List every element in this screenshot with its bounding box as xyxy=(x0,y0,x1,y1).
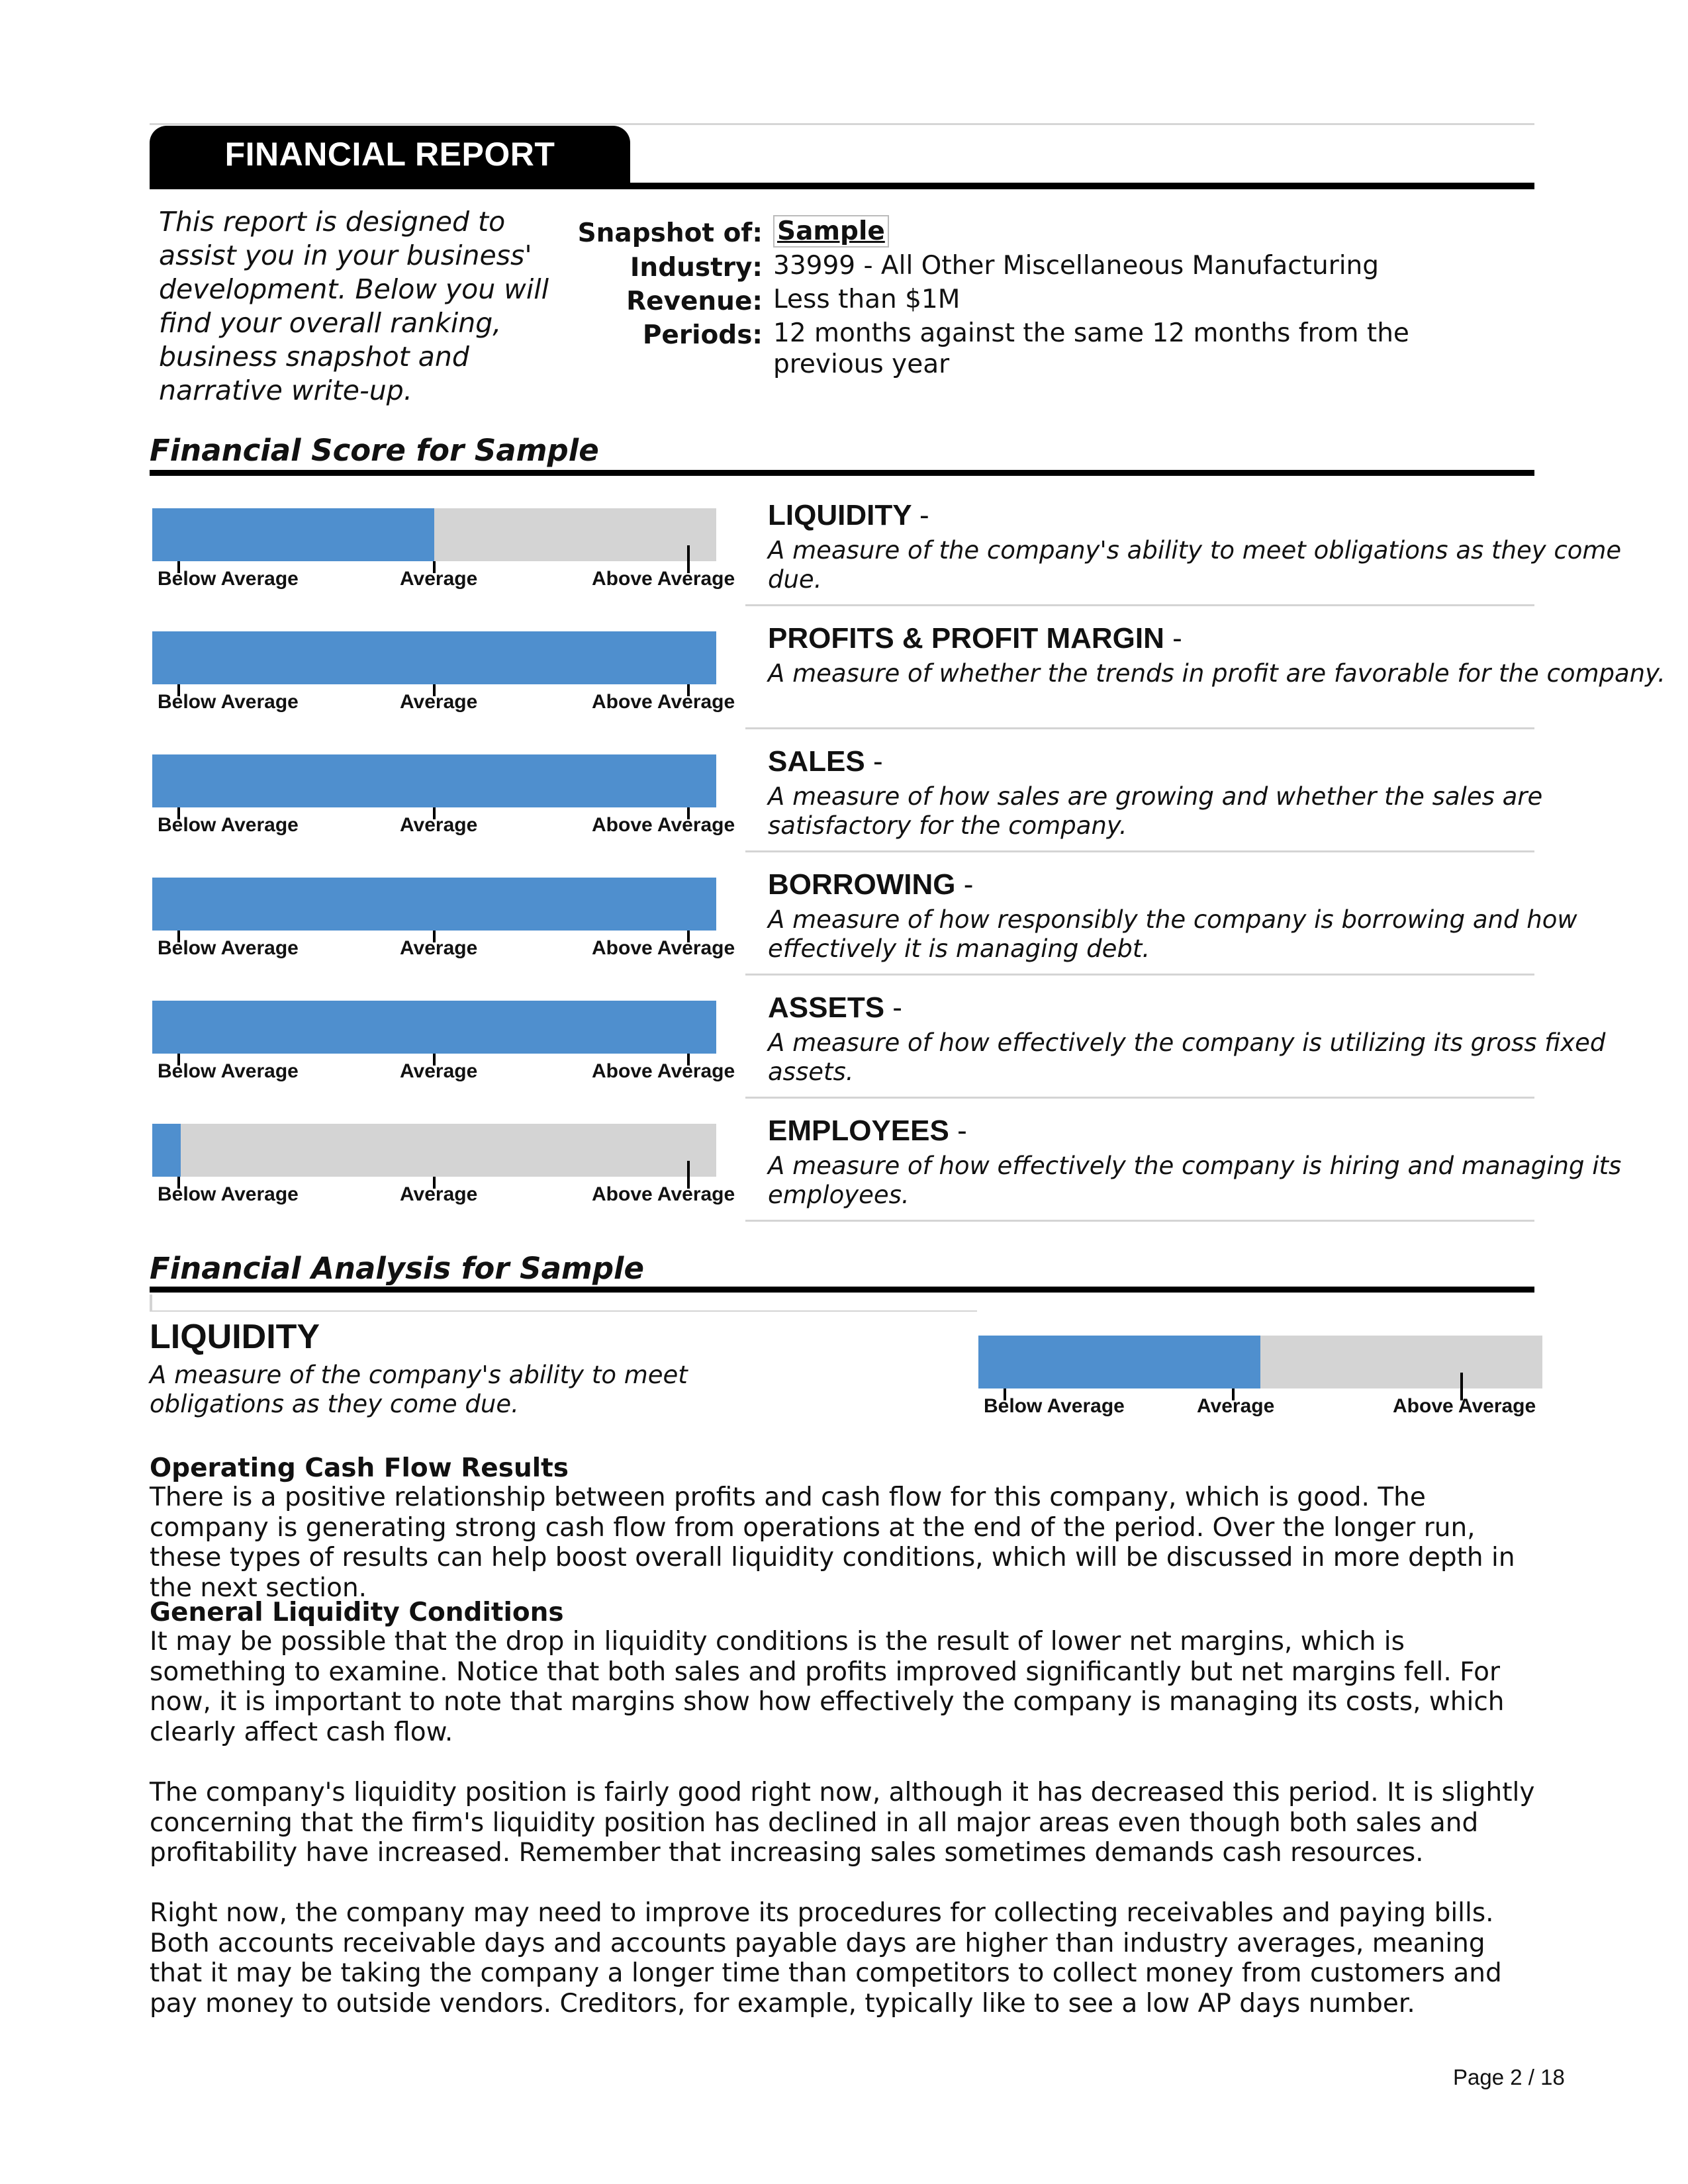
score-category-desc: A measure of the company's ability to meet obligations as they come due. xyxy=(768,536,1622,594)
para-heading-operating-cash-flow: Operating Cash Flow Results xyxy=(150,1453,569,1483)
report-header-tab xyxy=(150,126,630,183)
score-category-dash: - xyxy=(1172,622,1182,655)
gauge-label-average: Average xyxy=(400,937,478,959)
gauge-label-below: Below Average xyxy=(984,1395,1125,1417)
paragraph: There is a positive relationship between profits and cash flow for this company, which is good. The company is generating strong cash flow from operations at the end of the period. Over the longer run, these types of results can help boost overall liquidity conditions, which will be discussed in more depth in the next section. xyxy=(150,1482,1515,1603)
industry-label: Industry: xyxy=(630,253,763,283)
score-row xyxy=(150,1099,1622,1222)
analysis-rule-edge xyxy=(150,1295,152,1312)
page-number: Page 2 / 18 xyxy=(1453,2065,1565,2089)
gauge-fill xyxy=(152,631,716,684)
revenue-label: Revenue: xyxy=(626,287,763,316)
score-gauge xyxy=(152,1124,735,1205)
score-category-title xyxy=(768,499,929,532)
gauge-fill xyxy=(152,754,716,807)
para-heading-general-liquidity: General Liquidity Conditions xyxy=(150,1598,564,1627)
score-category-dash: - xyxy=(957,1115,967,1147)
score-gauge xyxy=(152,878,735,959)
score-category-desc: A measure of how effectively the company is utilizing its gross fixed assets. xyxy=(768,1028,1606,1086)
gauge-label-average: Average xyxy=(400,1060,478,1082)
gauge-label-above: Above Average xyxy=(592,1060,735,1082)
score-row xyxy=(150,852,1577,976)
score-category-desc: A measure of how sales are growing and whether the sales are satisfactory for the company. xyxy=(768,782,1543,840)
score-gauge xyxy=(152,754,735,836)
gauge-label-average: Average xyxy=(400,568,478,590)
score-category-title xyxy=(768,868,973,901)
gauge-label-average: Average xyxy=(400,691,478,713)
score-category-title xyxy=(768,745,883,778)
gauge-fill xyxy=(152,878,716,931)
snapshot-value: Sample xyxy=(773,215,889,248)
periods-value: 12 months against the same 12 months from the previous year xyxy=(773,318,1409,379)
score-section-rule xyxy=(150,470,1534,476)
score-gauge xyxy=(152,1001,735,1082)
score-category-title xyxy=(768,622,1182,655)
gauge-label-above: Above Average xyxy=(592,937,735,959)
gauge-label-below: Below Average xyxy=(158,691,299,713)
paragraph: The company's liquidity position is fairly good right now, although it has decreased this period. It is slightly concerning that the firm's liquidity position has declined in all major areas even though both sales and profitability have increased. Remember that increasing sales sometimes demands cash resources. xyxy=(150,1778,1535,1868)
gauge-label-below: Below Average xyxy=(158,1183,299,1205)
paragraph: Right now, the company may need to improve its procedures for collecting receivables and paying bills. Both accounts receivable days and accounts payable days are higher than industry averages, meaning that it may be taking the company a longer time than competitors to collect money from customers and pay money to outside vendors. Creditors, for example, typically like to see a low AP days number. xyxy=(150,1898,1502,2019)
score-gauge xyxy=(152,508,735,590)
gauge-label-average: Average xyxy=(400,1183,478,1205)
gauge-label-below: Below Average xyxy=(158,568,299,590)
gauge-label-above: Above Average xyxy=(592,568,735,590)
gauge-fill xyxy=(152,1124,181,1177)
score-row xyxy=(150,729,1543,852)
gauge-label-above: Above Average xyxy=(592,1183,735,1205)
snapshot-label: Snapshot of: xyxy=(577,218,763,248)
row-separator xyxy=(745,1220,1534,1222)
periods-label: Periods: xyxy=(642,320,763,350)
score-row xyxy=(150,606,1665,729)
analysis-section-rule xyxy=(150,1287,1534,1293)
score-category-name: PROFITS & PROFIT MARGIN xyxy=(768,622,1164,655)
analysis-rule-sub xyxy=(150,1310,977,1312)
score-category-desc: A measure of how effectively the company is hiring and managing its employees. xyxy=(768,1152,1622,1209)
gauge-label-below: Below Average xyxy=(158,814,299,836)
score-category-dash: - xyxy=(892,991,902,1024)
score-row xyxy=(150,976,1606,1099)
score-category-dash: - xyxy=(963,868,974,901)
score-category-name: BORROWING xyxy=(768,868,956,901)
gauge-label-above: Above Average xyxy=(1393,1395,1536,1417)
analysis-gauge xyxy=(978,1336,1542,1415)
revenue-value: Less than $1M xyxy=(773,285,961,314)
analysis-category-desc: A measure of the company's ability to meet obligations as they come due. xyxy=(150,1361,688,1418)
score-category-name: SALES xyxy=(768,745,865,778)
score-category-name: LIQUIDITY xyxy=(768,499,912,531)
score-category-name: ASSETS xyxy=(768,991,885,1024)
score-category-desc: A measure of how responsibly the company is borrowing and how effectively it is managing debt. xyxy=(768,905,1577,963)
gauge-label-above: Above Average xyxy=(592,691,735,713)
gauge-label-below: Below Average xyxy=(158,1060,299,1082)
score-category-name: EMPLOYEES xyxy=(768,1115,949,1147)
score-category-dash: - xyxy=(872,745,883,778)
snapshot-value-wrap xyxy=(773,216,1528,247)
industry-value: 33999 - All Other Miscellaneous Manufacturing xyxy=(773,251,1380,281)
analysis-category-title: LIQUIDITY xyxy=(150,1318,320,1356)
score-gauge xyxy=(152,631,735,713)
score-category-desc: A measure of whether the trends in profit are favorable for the company. xyxy=(768,659,1665,688)
gauge-track xyxy=(152,1124,716,1177)
score-category-title xyxy=(768,1115,967,1148)
gauge-label-above: Above Average xyxy=(592,814,735,836)
top-rule xyxy=(150,123,1534,125)
gauge-label-below: Below Average xyxy=(158,937,299,959)
gauge-label-average: Average xyxy=(400,814,478,836)
gauge-fill xyxy=(152,1001,716,1054)
gauge-label-average: Average xyxy=(1197,1395,1275,1417)
score-row xyxy=(150,483,1622,606)
gauge-fill xyxy=(152,508,434,561)
gauge-fill xyxy=(978,1336,1260,1388)
analysis-section-title: Financial Analysis for Sample xyxy=(150,1251,644,1286)
score-category-title xyxy=(768,991,902,1024)
header-rule xyxy=(150,183,1534,189)
intro-text: This report is designed to assist you in your business' development. Below you will find your overall ranking, business snapshot and narrative write-up. xyxy=(159,206,549,406)
report-title: FINANCIAL REPORT xyxy=(224,136,555,173)
score-section-title: Financial Score for Sample xyxy=(150,433,599,468)
score-category-dash: - xyxy=(919,499,929,531)
paragraph: It may be possible that the drop in liquidity conditions is the result of lower net margins, which is something to examine. Notice that both sales and profits improved significantly but net margins fell. For now, it is important to note that margins show how effectively the company is managing its costs, which clearly affect cash flow. xyxy=(150,1627,1505,1747)
